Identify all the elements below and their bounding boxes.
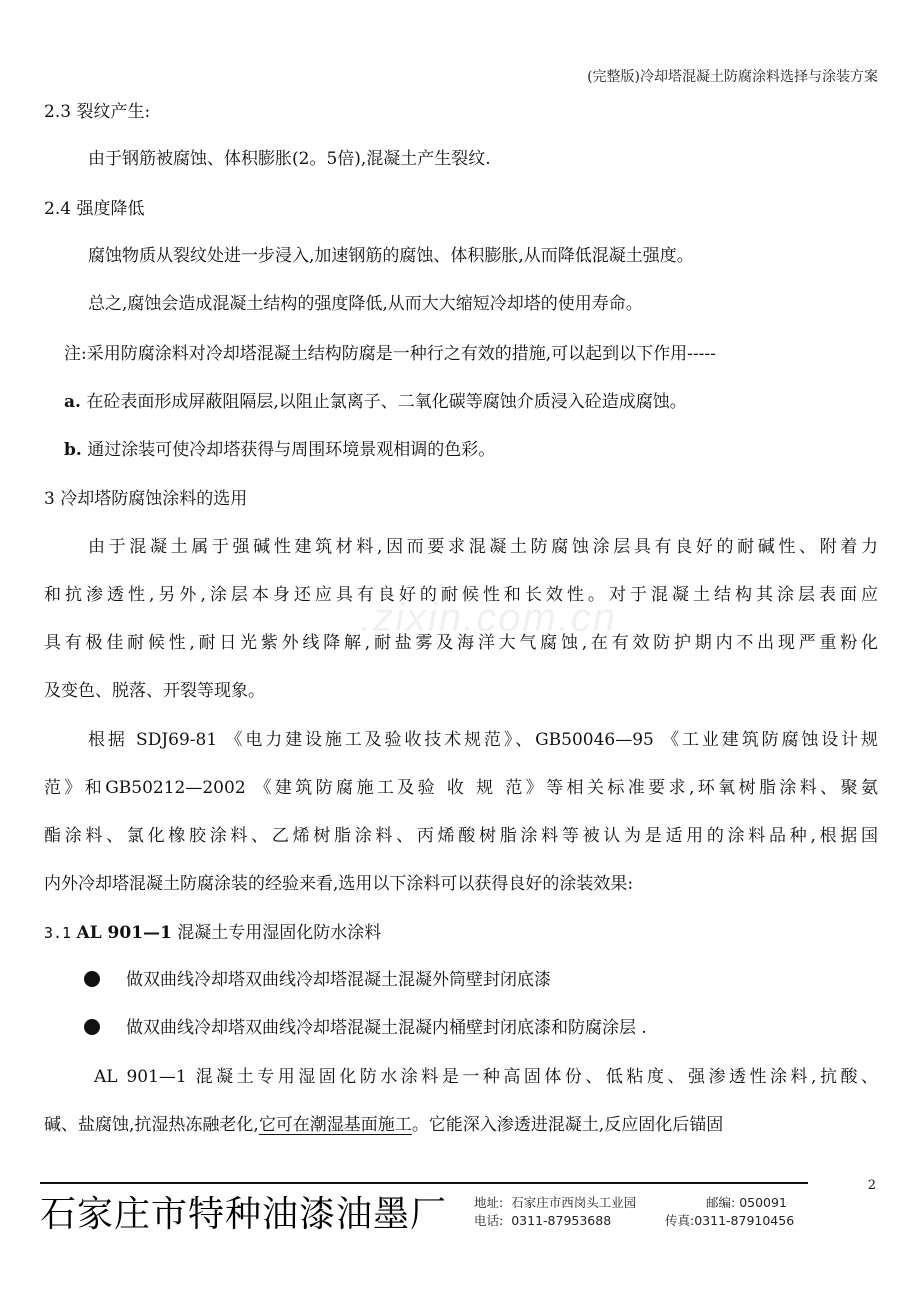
bullet-item-1 <box>84 967 880 993</box>
footer-fax <box>665 1211 794 1229</box>
note-paragraph: 注:采用防腐涂料对冷却塔混凝土结构防腐是一种行之有效的措施,可以起到以下作用----- <box>64 344 716 364</box>
bullet-item-2 <box>84 1015 880 1041</box>
footer-phone-value: 0311-87953688 <box>511 1213 612 1228</box>
paragraph-1-line-4: 及变色、脱落、开裂等现象。 <box>44 681 265 701</box>
footer-postcode-label: 邮编: <box>706 1195 736 1210</box>
footer-address-label: 地址: <box>474 1195 504 1210</box>
paragraph-1-line-3: 具有极佳耐候性,耐日光紫外线降解,耐盐雾及海洋大气腐蚀,在有效防护期内不出现严重粉化 <box>44 633 878 653</box>
footer-fax-label: 传真: <box>665 1213 695 1228</box>
footer-address <box>474 1193 636 1211</box>
section-3-1-number: 3.1 <box>44 924 72 942</box>
footer-phone <box>474 1211 611 1229</box>
document-title-header: (完整版)冷却塔混凝土防腐涂料选择与涂装方案 <box>587 69 878 85</box>
section-3-1-product: AL 901—1 <box>76 923 172 943</box>
footer-phone-label: 电话: <box>474 1213 504 1228</box>
bullet-dot-icon <box>84 971 100 987</box>
footer-postcode <box>706 1193 787 1211</box>
paragraph-2-line-2: 范》和GB50212—2002 《建筑防腐施工及验 收 规 范》等相关标准要求,环氧树脂涂料、聚氨 <box>44 778 878 798</box>
paragraph-3-line-2-start: 碱、盐腐蚀,抗湿热冻融老化, <box>44 1115 259 1135</box>
footer-fax-value: 0311-87910456 <box>694 1213 795 1228</box>
list-item-a-label: a. <box>64 392 81 412</box>
footer-divider <box>40 1182 808 1184</box>
list-item-a-text: 在砼表面形成屏蔽阻隔层,以阻止氯离子、二氧化碳等腐蚀介质浸入砼造成腐蚀。 <box>86 392 687 412</box>
section-2-4-heading: 2.4 强度降低 <box>44 199 145 219</box>
bullet-dot-icon <box>84 1019 100 1035</box>
paragraph-2-line-4: 内外冷却塔混凝土防腐涂装的经验来看,选用以下涂料可以获得良好的涂装效果: <box>44 874 634 894</box>
footer-address-value: 石家庄市西岗头工业园 <box>511 1195 637 1210</box>
watermark: .zixin.com.cn <box>360 596 618 640</box>
paragraph-1-line-2: 和抗渗透性,另外,涂层本身还应具有良好的耐候性和长效性。对于混凝土结构其涂层表面应 <box>44 585 878 605</box>
list-item-a <box>64 389 880 415</box>
section-3-heading: 3 冷却塔防腐蚀涂料的选用 <box>44 489 248 509</box>
paragraph-3-line-2 <box>44 1112 880 1138</box>
paragraph-2-line-1: 根据 SDJ69-81 《电力建设施工及验收技术规范》、GB50046—95 《工业建筑防腐蚀设计规 <box>88 730 878 750</box>
footer-postcode-value: 050091 <box>739 1195 787 1210</box>
paragraph-3-line-2-end: 。它能深入渗透进混凝土,反应固化后锚固 <box>411 1115 724 1135</box>
list-item-b <box>64 437 880 463</box>
page-number: 2 <box>867 1178 876 1193</box>
list-item-b-text: 通过涂装可使冷却塔获得与周围环境景观相调的色彩。 <box>87 440 496 460</box>
section-2-3-text: 由于钢筋被腐蚀、体积膨胀(2。5倍),混凝土产生裂纹. <box>88 149 491 169</box>
section-3-1-heading <box>44 920 880 946</box>
paragraph-3-underlined-phrase: 它可在潮湿基面施工 <box>258 1115 412 1135</box>
footer-company-name: 石家庄市特种油漆油墨厂 <box>40 1194 448 1235</box>
bullet-item-2-text: 做双曲线冷却塔双曲线冷却塔混凝土混凝内桶壁封闭底漆和防腐涂层 . <box>126 1018 647 1038</box>
bullet-item-1-text: 做双曲线冷却塔双曲线冷却塔混凝土混凝外筒壁封闭底漆 <box>126 970 551 990</box>
section-2-3-heading: 2.3 裂纹产生: <box>44 102 151 122</box>
list-item-b-label: b. <box>64 440 82 460</box>
paragraph-2-line-3: 酯涂料、氯化橡胶涂料、乙烯树脂涂料、丙烯酸树脂涂料等被认为是适用的涂料品种,根据国 <box>44 826 878 846</box>
summary-paragraph: 总之,腐蚀会造成混凝土结构的强度降低,从而大大缩短冷却塔的使用寿命。 <box>88 294 643 314</box>
paragraph-3-line-1: AL 901—1 混凝土专用湿固化防水涂料是一种高固体份、低粘度、强渗透性涂料,抗酸、 <box>94 1067 878 1087</box>
paragraph-1-line-1: 由于混凝土属于强碱性建筑材料,因而要求混凝土防腐蚀涂层具有良好的耐碱性、附着力 <box>88 537 878 557</box>
section-3-1-title: 混凝土专用湿固化防水涂料 <box>177 923 382 943</box>
section-2-4-text: 腐蚀物质从裂纹处进一步浸入,加速钢筋的腐蚀、体积膨胀,从而降低混凝土强度。 <box>88 246 694 266</box>
